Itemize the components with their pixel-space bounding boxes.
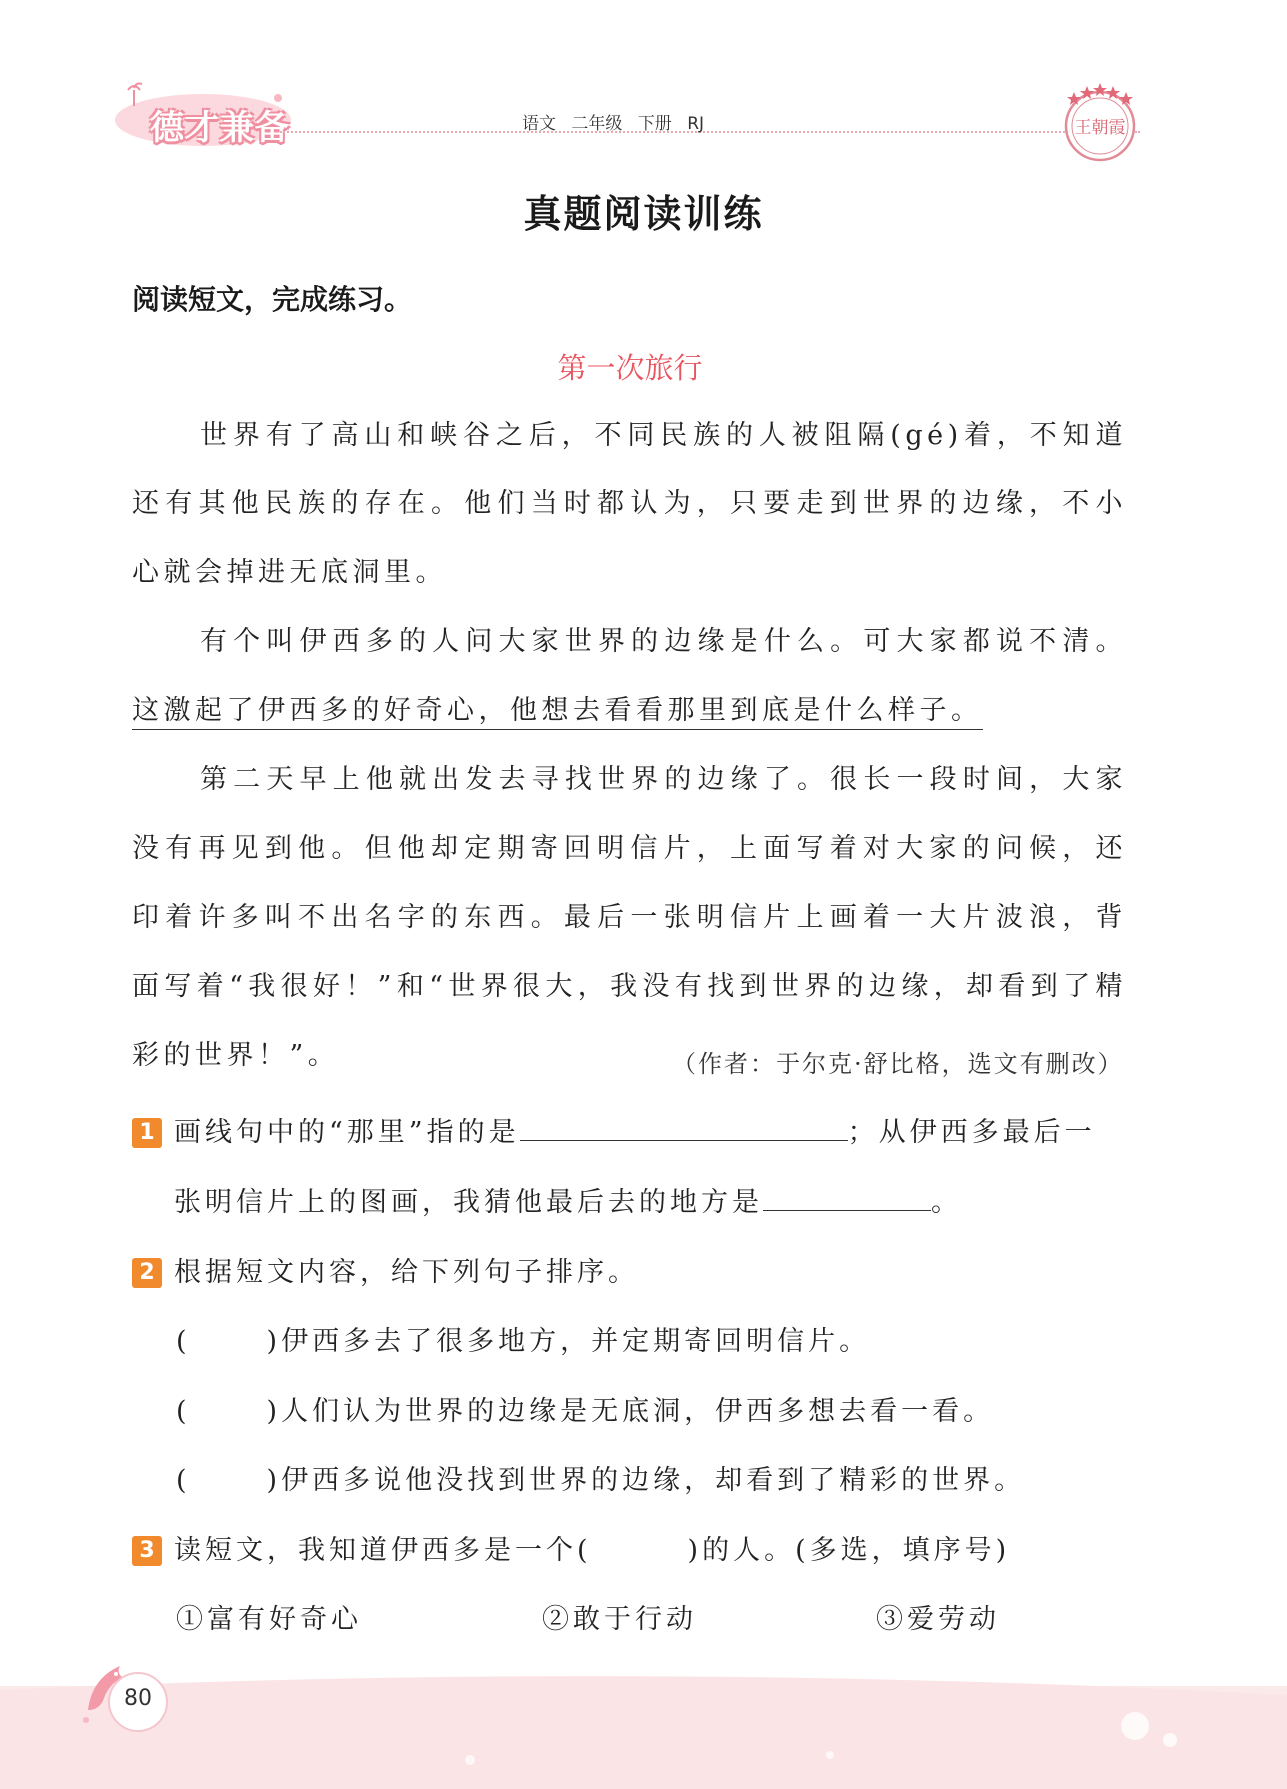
underlined-sentence: 这激起了伊西多的好奇心，他想去看看那里到底是什么样子。 <box>132 695 983 730</box>
passage-line: 面写着“我很好！”和“世界很大，我没有找到世界的边缘，却看到了精 <box>132 971 1127 1002</box>
passage-line: 还有其他民族的存在。他们当时都认为，只要走到世界的边缘，不小 <box>132 488 1127 519</box>
order-paren-close: ) <box>266 1326 282 1357</box>
question-number-badge: 3 <box>132 1536 162 1566</box>
question-1-text-line-2: 张明信片上的图画，我猜他最后去的地方是 <box>174 1187 763 1218</box>
question-2-text: 根据短文内容，给下列句子排序。 <box>174 1257 639 1288</box>
passage-line: 彩的世界！”。 <box>132 1040 340 1071</box>
question-3-text-part-2: )的人。(多选，填序号) <box>687 1535 1011 1566</box>
passage-line: 没有再见到他。但他却定期寄回明信片，上面写着对大家的问候，还 <box>132 833 1127 864</box>
order-paren-close: ) <box>266 1465 282 1496</box>
ordering-item <box>176 1394 994 1430</box>
ordering-item <box>176 1324 870 1360</box>
question-1-text: 画线句中的“那里”指的是 <box>174 1117 520 1148</box>
ordering-item-text: 人们认为世界的边缘是无底洞，伊西多想去看一看。 <box>281 1396 995 1427</box>
passage-line: 有个叫伊西多的人问大家世界的边缘是什么。可大家都说不清。 <box>200 626 1127 657</box>
question-number-badge: 2 <box>132 1258 162 1288</box>
option-2: ②敢于行动 <box>542 1604 697 1635</box>
footer-decoration <box>0 1660 1287 1789</box>
passage-line-underlined <box>132 693 983 729</box>
ordering-item-text: 伊西多说他没找到世界的边缘，却看到了精彩的世界。 <box>281 1465 1026 1496</box>
ordering-item <box>176 1463 1025 1499</box>
question-3-text-part-1: 读短文，我知道伊西多是一个( <box>174 1535 592 1566</box>
author-note: （作者：于尔克·舒比格，选文有删改） <box>672 1050 1124 1078</box>
order-paren-open: ( <box>176 1326 191 1357</box>
passage-line: 世界有了高山和峡谷之后，不同民族的人被阻隔(gé)着，不知道 <box>200 420 1127 451</box>
answer-blank-1[interactable] <box>520 1140 848 1141</box>
question-3-text <box>174 1533 1010 1569</box>
question-1-text-cont: ；从伊西多最后一 <box>847 1117 1096 1148</box>
option-1: ①富有好奇心 <box>176 1604 362 1635</box>
subject-info: 语文 二年级 下册 RJ <box>522 114 705 134</box>
order-paren-open: ( <box>176 1396 191 1427</box>
passage-line: 第二天早上他就出发去寻找世界的边缘了。很长一段时间，大家 <box>200 764 1127 795</box>
answer-blank-2[interactable] <box>763 1210 931 1211</box>
order-paren-close: ) <box>266 1396 282 1427</box>
reading-instruction: 阅读短文，完成练习。 <box>132 283 413 316</box>
question-1-period: 。 <box>931 1187 962 1218</box>
svg-text:王朝霞: 王朝霞 <box>1074 118 1126 138</box>
story-title: 第一次旅行 <box>557 351 703 385</box>
option-3: ③爱劳动 <box>876 1604 1000 1635</box>
ordering-item-text: 伊西多去了很多地方，并定期寄回明信片。 <box>281 1326 871 1357</box>
passage-line: 心就会掉进无底洞里。 <box>132 557 447 588</box>
page-number: 80 <box>124 1686 152 1711</box>
header-divider <box>280 131 1140 133</box>
question-number-badge: 1 <box>132 1118 162 1148</box>
question-1-line-2 <box>174 1185 962 1221</box>
author-seal-icon <box>1058 78 1142 168</box>
question-1-line-1 <box>174 1115 1096 1151</box>
brand-logo: 德才兼备 <box>150 108 290 148</box>
page-title: 真题阅读训练 <box>523 192 764 236</box>
order-paren-open: ( <box>176 1465 191 1496</box>
passage-line: 印着许多叫不出名字的东西。最后一张明信片上画着一大片波浪，背 <box>132 902 1127 933</box>
